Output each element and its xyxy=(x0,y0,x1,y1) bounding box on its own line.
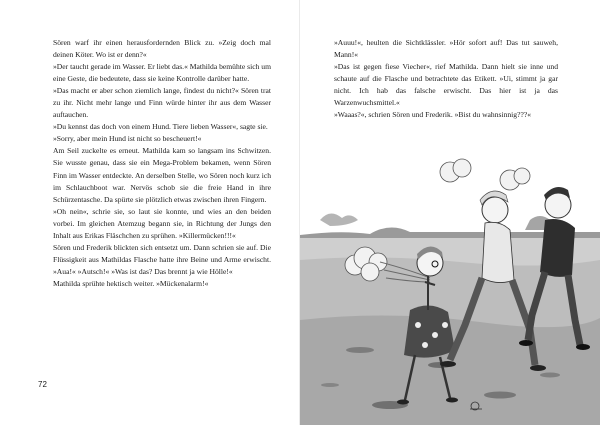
left-page-text xyxy=(53,37,271,290)
paragraph: Mathilda sprühte hektisch weiter. »Mückenalarm!« xyxy=(53,278,209,288)
paragraph: »Waaas?«, schrien Sören und Frederik. »Bist du wahnsinnig???« xyxy=(334,110,531,120)
paragraph: Sören und Frederik blickten sich entsetzt um. Dann schrien sie auf. Die Flüssigkeit aus Mathildas Flasche hatte ihre Beine und Arme erwischt. »Aua!« »Autsch!« »Was ist das? Das brennt ja wie Hölle!« xyxy=(53,242,271,276)
paragraph: »Du kennst das doch von einem Hund. Tiere lieben Wasser«, sagte sie. xyxy=(53,122,268,132)
paragraph: Sören warf ihr einen herausfordernden Blick zu. »Zeig doch mal deinen Köter. Wo ist er denn?« xyxy=(53,38,271,60)
paragraph: »Das ist gegen fiese Viecher«, rief Mathilda. Dann hielt sie inne und schaute auf die Flasche und betrachtete das Etikett. »Ui, stimmt ja gar nicht. Ich hab das falsche erwischt. Das hier ist ja das Warzenwuchsmittel.« xyxy=(334,62,558,108)
paragraph: »Auuu!«, heulten die Sichtklässler. »Hör sofort auf! Das tut sauweh, Mann!« xyxy=(334,38,558,60)
paragraph: »Oh nein«, schrie sie, so laut sie konnte, und wies an den beiden vorbei. Im gleichen Atemzug begann sie, in Richtung der Jungs den Inhalt aus Erikas Fläschchen zu sprühen. »Killermücken!!!« xyxy=(53,206,271,240)
paragraph: »Der taucht gerade im Wasser. Er liebt das.« Mathilda bemühte sich um eine Geste, die bedeutete, dass sie keine Kontrolle darüber hatte. xyxy=(53,62,271,84)
illustration-spray-scene xyxy=(300,150,600,425)
right-page-text xyxy=(334,37,558,121)
page-number: 72 xyxy=(38,380,47,389)
right-page xyxy=(300,0,600,425)
paragraph: »Das macht er aber schon ziemlich lange, findest du nicht?« Sören trat zu ihr. Nicht mehr lange und Finn würde hinter ihr aus dem Wasser auftauchen. xyxy=(53,86,271,120)
paragraph: Am Seil zuckelte es erneut. Mathilda kam so langsam ins Schwitzen. Sie wusste genau, dass sie ein Mega-Problem bekamen, wenn Sören Finn im Wasser entdeckte. An derselben Stelle, wo Sören noch kurz ich im Schlauchboot war. Nervös schob sie die freie Hand in ihre Schürzentasche. Da spürte sie plötzlich etwas zwischen ihren Fingern. xyxy=(53,146,271,204)
paragraph: »Sorry, aber mein Hund ist nicht so bescheuert!« xyxy=(53,134,202,144)
